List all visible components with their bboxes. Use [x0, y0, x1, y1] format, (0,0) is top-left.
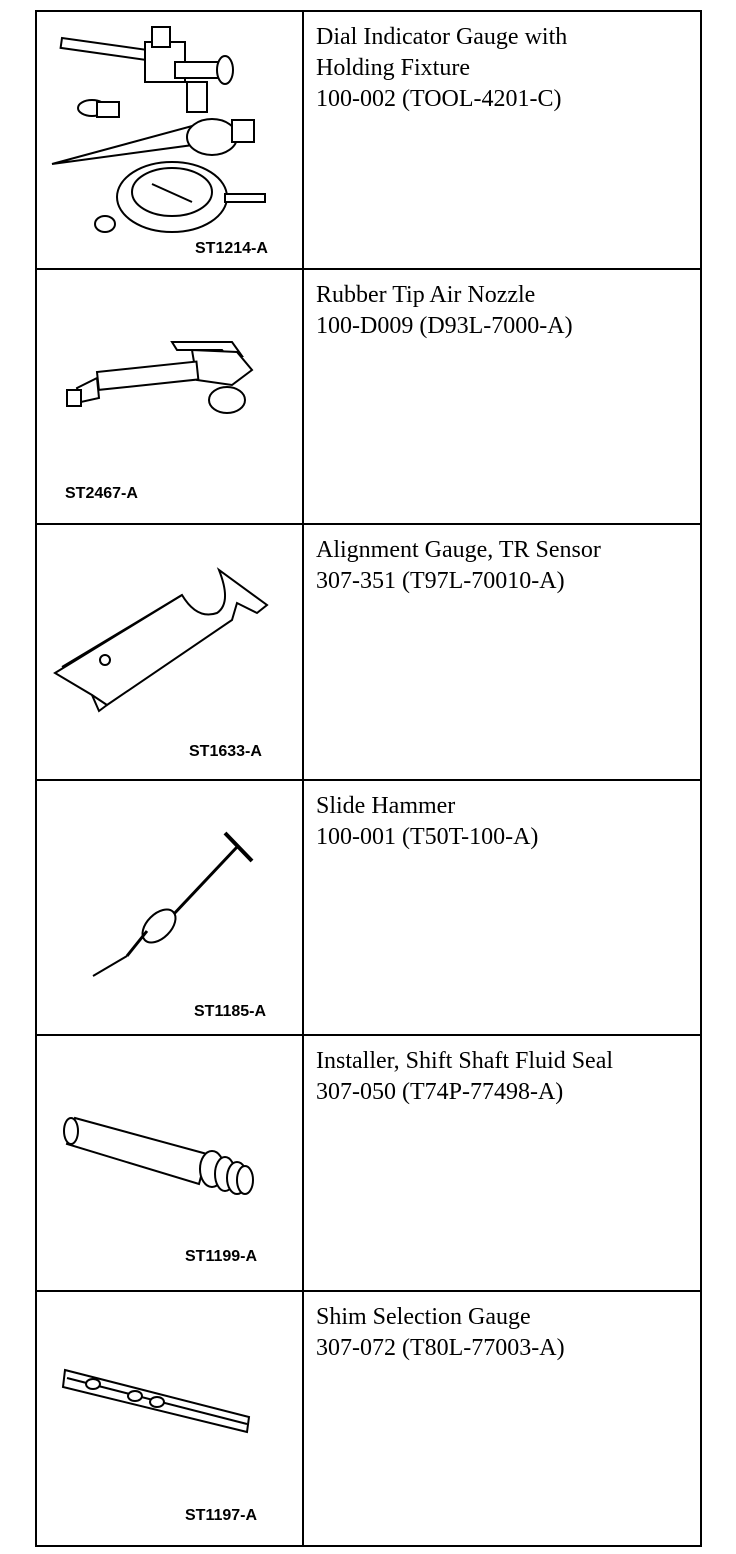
alignment-gauge-illustration: [37, 525, 302, 778]
tool-name: Alignment Gauge, TR Sensor: [316, 537, 601, 563]
slide-hammer-illustration: [37, 781, 302, 1034]
table-row: [37, 779, 700, 1035]
figure-label: ST1214-A: [195, 240, 268, 257]
figure-label: ST1633-A: [189, 743, 262, 760]
table-row: [37, 1290, 700, 1545]
tool-illustration-cell: [37, 781, 304, 1035]
table-row: [37, 523, 700, 779]
tool-name: Slide Hammer: [316, 792, 456, 819]
tool-part-number: 307-072 (T80L-77003-A): [316, 1334, 565, 1361]
tool-part-number: 100-001 (T50T-100-A): [316, 823, 539, 850]
tool-part-number: 100-002 (TOOL-4201-C): [316, 86, 562, 112]
tool-description: [304, 781, 700, 1035]
seal-installer-illustration: [37, 1036, 302, 1289]
tool-name: Dial Indicator Gauge with: [316, 24, 568, 50]
table-row: [37, 268, 700, 524]
tool-illustration-cell: [37, 1292, 304, 1545]
tool-part-number: 307-351 (T97L-70010-A): [316, 568, 565, 594]
figure-label: ST1185-A: [194, 1002, 267, 1020]
tool-description: [304, 270, 700, 524]
figure-label: ST1199-A: [185, 1248, 258, 1265]
tool-illustration-cell: [37, 270, 304, 524]
tool-illustration-cell: [37, 1036, 304, 1290]
tool-illustration-cell: [37, 12, 304, 268]
tool-name: Rubber Tip Air Nozzle: [316, 281, 536, 308]
table-row: [37, 1034, 700, 1290]
tool-description: [304, 1036, 700, 1290]
special-tools-table: [35, 10, 702, 1547]
tool-part-number: 307-050 (T74P-77498-A): [316, 1079, 564, 1105]
dial-indicator-gauge-illustration: [37, 12, 302, 265]
table-row: [37, 12, 700, 268]
tool-name: Installer, Shift Shaft Fluid Seal: [316, 1048, 614, 1074]
tool-description: [304, 525, 700, 779]
figure-label: ST2467-A: [65, 484, 138, 502]
tool-illustration-cell: [37, 525, 304, 779]
tool-description: [304, 12, 700, 268]
tool-name: Holding Fixture: [316, 55, 470, 81]
tool-part-number: 100-D009 (D93L-7000-A): [316, 312, 573, 339]
tool-description: [304, 1292, 700, 1545]
tool-name: Shim Selection Gauge: [316, 1303, 531, 1330]
shim-gauge-illustration: [37, 1292, 302, 1545]
figure-label: ST1197-A: [185, 1506, 258, 1524]
